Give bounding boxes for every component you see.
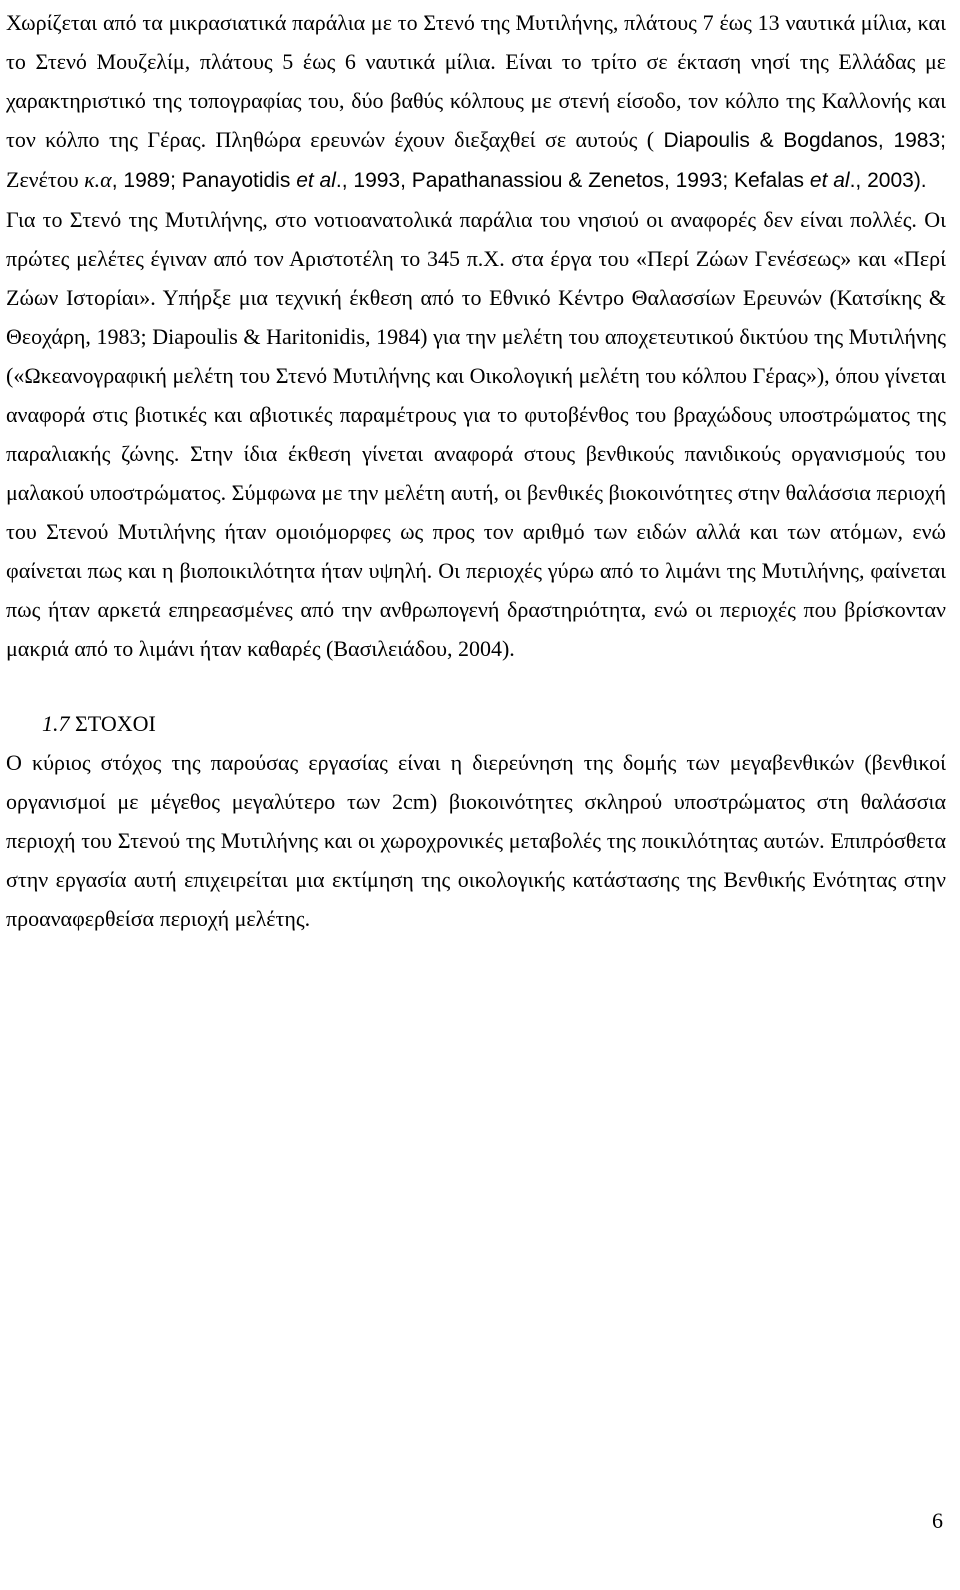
- section-title: ΣΤΟΧΟΙ: [75, 711, 156, 736]
- text-run: Χωρίζεται από τα μικρασιατικά παράλια με το Στενό της Μυτιλήνης, πλάτους 7 έως 13 ναυτικά μίλια, και το Στενό Μουζελίμ, πλάτους 5 έως 6 ναυτικά μίλια. Είναι το τρίτο σε έκταση νησί της Ελλάδας με χαρακτηριστικό της τοπογραφίας του, δύο βαθύς κόλπους με στενή είσοδο, τον κόλπο της Καλλονής και τον κόλπο της Γέρας. Πληθώρα ερευνών έχουν διεξαχθεί σε αυτούς (: [6, 10, 946, 152]
- section-heading: [42, 704, 946, 743]
- text-run: Ζενέτου: [6, 167, 85, 192]
- text-run-sans: Diapoulis & Bogdanos, 1983;: [663, 129, 946, 152]
- paragraph-1: [6, 0, 946, 200]
- page-number: 6: [932, 1508, 943, 1533]
- text-run-sans: ., 1993, Papathanassiou & Zenetos, 1993; Kefalas: [335, 169, 810, 192]
- text-run-sans: , 1989; Panayotidis: [111, 169, 297, 192]
- paragraph-2: Για το Στενό της Μυτιλήνης, στο νοτιοανατολικά παράλια του νησιού οι αναφορές δεν είναι πολλές. Οι πρώτες μελέτες έγιναν από τον Αριστοτέλη το 345 π.Χ. στα έργα του «Περί Ζώων Γενέσεως» και «Περί Ζώων Ιστορίαι». Υπήρξε μια τεχνική έκθεση από το Εθνικό Κέντρο Θαλασσίων Ερευνών (Κατσίκης & Θεοχάρη, 1983; Diapoulis & Haritonidis, 1984) για την μελέτη του αποχετευτικού δικτύου της Μυτιλήνης («Ωκεανογραφική μελέτη του Στενό Μυτιλήνης και Οικολογική μελέτη του κόλπου Γέρας»), όπου γίνεται αναφορά στις βιοτικές και αβιοτικές παραμέτρους για το φυτοβένθος του βραχώδους υποστρώματος της παραλιακής ζώνης. Στην ίδια έκθεση γίνεται αναφορά στους βενθικούς πανιδικούς οργανισμούς του μαλακού υποστρώματος. Σύμφωνα με την μελέτη αυτή, οι βενθικές βιοκοινότητες στην θαλάσσια περιοχή του Στενού Μυτιλήνης ήταν ομοιόμορφες ως προς τον αριθμό των ειδών αλλά και των ατόμων, ενώ φαίνεται πως και η βιοποικιλότητα ήταν υψηλή. Οι περιοχές γύρω από το λιμάνι της Μυτιλήνης, φαίνεται πως ήταν αρκετά επηρεασμένες από την ανθρωπογενή δραστηριότητα, ενώ οι περιοχές που βρίσκονταν μακριά από το λιμάνι ήταν καθαρές (Βασιλειάδου, 2004).: [6, 207, 946, 661]
- document-page: [6, 0, 946, 938]
- text-run-italic: κ.α: [84, 167, 112, 192]
- section-number: 1.7: [42, 711, 70, 736]
- paragraph-3: Ο κύριος στόχος της παρούσας εργασίας είναι η διερεύνηση της δομής των μεγαβενθικών (βενθικοί οργανισμοί με μέγεθος μεγαλύτερο των 2cm) βιοκοινότητες σκληρού υποστρώματος στη θαλάσσια περιοχή του Στενού της Μυτιλήνης και οι χωροχρονικές μεταβολές της ποικιλότητας αυτών. Επιπρόσθετα στην εργασία αυτή επιχειρείται μια εκτίμηση της οικολογικής κατάστασης της Βενθικής Ενότητας στην προαναφερθείσα περιοχή μελέτης.: [6, 750, 946, 931]
- text-run-italic: et al: [296, 169, 336, 192]
- text-run-italic: et al: [809, 169, 850, 192]
- text-run-sans: ., 2003).: [849, 169, 927, 192]
